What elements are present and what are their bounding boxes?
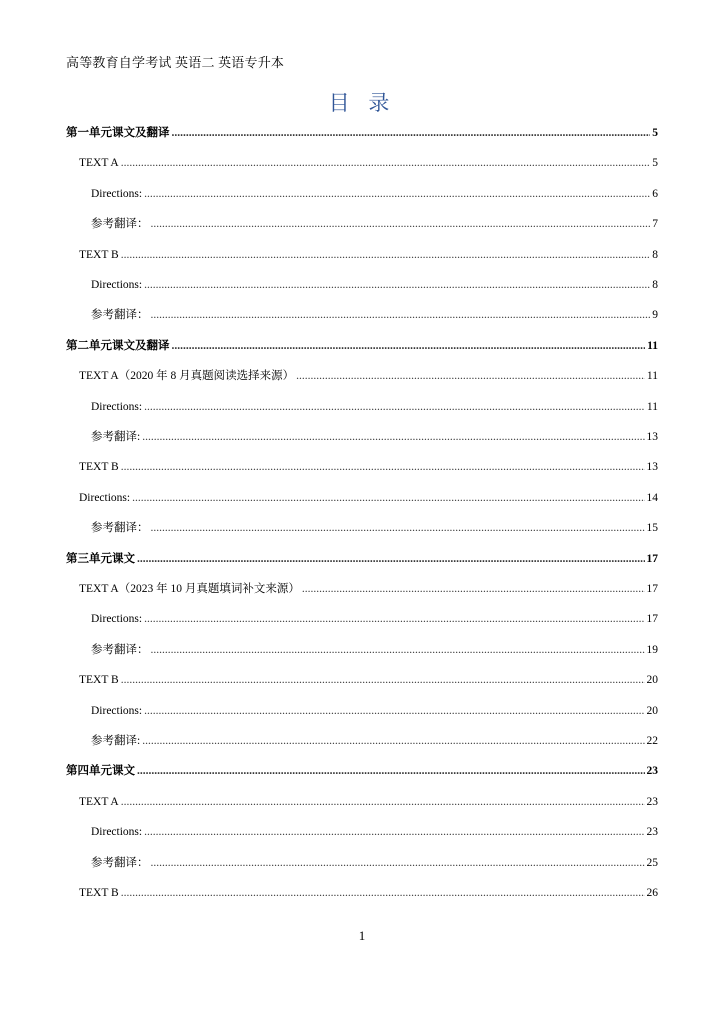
toc-entry[interactable] [79,885,658,901]
toc-entry[interactable] [91,703,658,719]
toc-dot-leader [172,125,651,141]
toc-entry-label: TEXT A（2020 年 8 月真题阅读选择来源） [79,370,295,383]
toc-dot-leader [137,763,645,779]
toc-entry[interactable] [66,338,658,354]
toc-entry-page: 25 [646,856,658,869]
toc-entry[interactable] [66,125,658,141]
toc-entry-page: 8 [652,248,658,261]
toc-entry[interactable] [91,824,658,840]
toc-entry-page: 7 [652,218,658,231]
toc-entry-page: 23 [646,795,658,808]
toc-entry[interactable] [91,642,658,658]
toc-entry[interactable] [91,277,658,293]
toc-dot-leader [151,216,651,232]
page-header: 高等教育自学考试 英语二 英语专升本 [66,55,285,70]
toc-dot-leader [144,186,650,202]
toc-dot-leader [142,733,644,749]
toc-dot-leader [142,429,644,445]
toc-entry-page: 17 [646,552,658,565]
toc-entry-page: 11 [646,370,658,383]
toc-entry-label: 第三单元课文 [66,552,135,565]
toc-entry-label: TEXT A [79,795,119,808]
toc-entry-label: Directions: [91,613,143,626]
toc-dot-leader [121,459,645,475]
toc-entry[interactable] [66,763,658,779]
toc-entry-label: 参考翻译： [91,218,149,231]
toc-entry-label: 第一单元课文及翻译 [66,127,170,139]
toc-dot-leader [121,672,645,688]
toc-entry-label: TEXT B [79,461,119,474]
toc-entry[interactable] [91,855,658,871]
toc-entry-page: 15 [646,522,658,535]
toc-entry-label: Directions: [91,400,143,413]
toc-entry-label: 第四单元课文 [66,765,135,778]
toc-dot-leader [151,520,645,536]
toc-entry-page: 22 [646,735,658,747]
toc-dot-leader [121,155,651,171]
toc-entry-label: TEXT B [79,674,119,687]
toc-entry-page: 26 [646,887,658,899]
toc-entry-label: 参考翻译： [91,522,149,535]
toc-entry[interactable] [79,672,658,688]
toc-entry-page: 11 [646,400,658,413]
toc-entry-page: 13 [646,461,658,474]
toc-entry-label: TEXT A（2023 年 10 月真题填词补文来源） [79,583,300,595]
toc-entry-label: Directions: [91,704,143,717]
toc-entry[interactable] [91,307,658,323]
toc-entry-page: 17 [646,583,658,595]
toc-title: 目 录 [328,91,396,115]
toc-entry-page: 23 [646,826,658,839]
toc-entry[interactable] [79,155,658,171]
toc-entry-page: 11 [647,339,658,352]
toc-entry[interactable] [79,794,658,810]
toc-entry-page: 9 [652,309,658,322]
toc-entry[interactable] [79,368,658,384]
toc-entry-page: 14 [646,491,658,504]
toc-entry-page: 13 [646,431,658,443]
toc-dot-leader [172,338,646,354]
toc-entry-label: 参考翻译： [91,643,149,656]
toc-dot-leader [144,277,650,293]
toc-dot-leader [121,885,645,901]
toc-entry[interactable] [91,186,658,202]
toc-entry[interactable] [79,247,658,263]
toc-entry-label: 第二单元课文及翻译 [66,339,170,352]
toc-entry[interactable] [66,551,658,567]
toc-entry-label: Directions: [79,491,131,504]
toc-entry-page: 20 [646,704,658,717]
toc-entry-label: 参考翻译: [91,735,141,747]
toc-entry-label: 参考翻译: [91,431,141,443]
toc-dot-leader [132,490,644,506]
toc-entry-page: 17 [646,613,658,626]
toc-dot-leader [151,855,645,871]
toc-dot-leader [121,794,645,810]
toc-entry-label: TEXT A [79,157,119,170]
toc-entry-label: Directions: [91,279,143,291]
toc-dot-leader [151,307,651,323]
toc-entry[interactable] [79,459,658,475]
toc-dot-leader [137,551,645,567]
toc-dot-leader [121,247,651,263]
toc-entry[interactable] [91,429,658,445]
toc-dot-leader [151,642,645,658]
toc-entry-label: 参考翻译： [91,309,149,322]
toc-entry-page: 6 [652,187,658,200]
toc-entry-label: TEXT B [79,887,119,899]
toc-entry[interactable] [79,581,658,597]
toc-entry[interactable] [79,490,658,506]
toc-entry[interactable] [91,733,658,749]
toc-entry[interactable] [91,399,658,415]
toc-dot-leader [302,581,645,597]
toc-entry-page: 23 [646,765,658,778]
toc-entry[interactable] [91,520,658,536]
toc-entry-label: Directions: [91,826,143,839]
toc-entry-page: 5 [652,127,658,139]
page-number: 1 [358,928,366,943]
toc-dot-leader [144,824,644,840]
toc-entry-label: TEXT B [79,248,119,261]
toc-entry[interactable] [91,611,658,627]
toc-dot-leader [144,611,644,627]
toc-entry-label: Directions: [91,187,143,200]
toc-entry[interactable] [91,216,658,232]
toc-dot-leader [296,368,645,384]
toc-entry-page: 5 [652,157,658,170]
toc-dot-leader [144,399,645,415]
toc-entry-page: 19 [646,643,658,656]
toc-entry-page: 20 [646,674,658,687]
toc-entry-page: 8 [652,279,658,291]
toc-dot-leader [144,703,644,719]
toc-entry-label: 参考翻译： [91,856,149,869]
